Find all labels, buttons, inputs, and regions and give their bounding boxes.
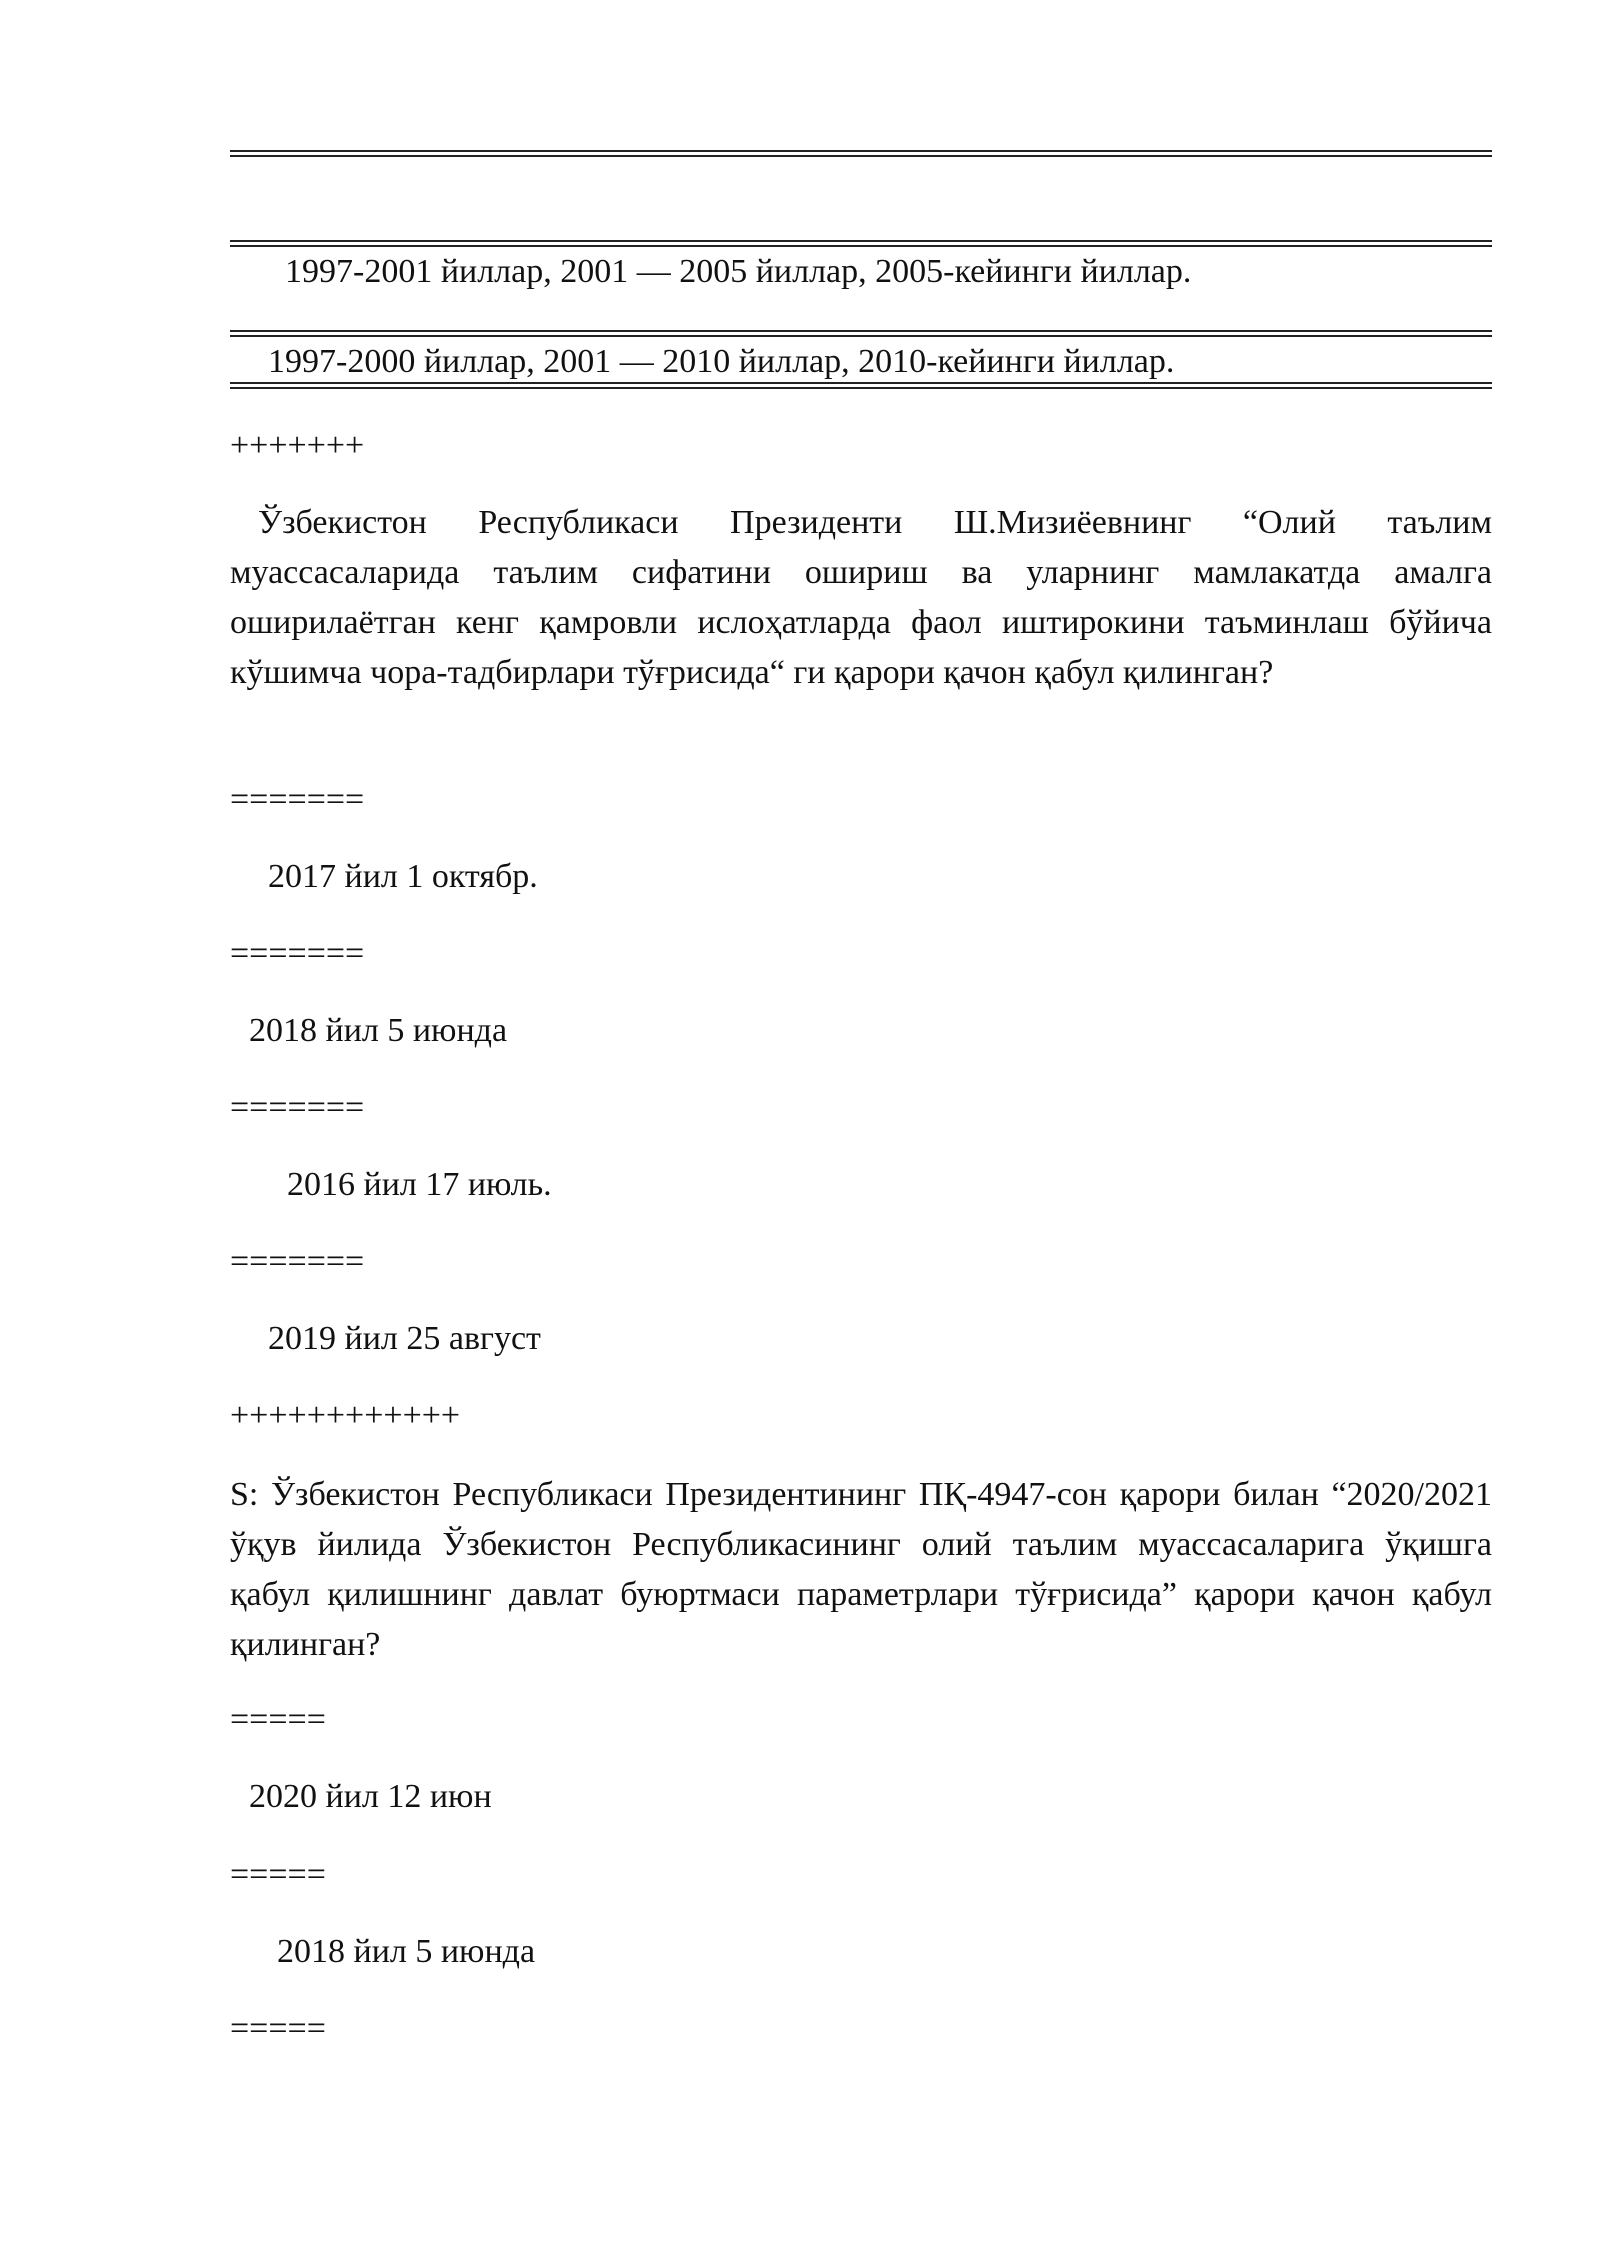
document-page	[230, 0, 1492, 2262]
answer-separator: =======	[230, 1243, 365, 1280]
answer-option: 2016 йил 17 июль.	[287, 1166, 552, 1203]
question-marker: +++++++	[230, 427, 365, 464]
answer-option: 2018 йил 5 июнда	[277, 1933, 536, 1970]
table-rule	[230, 330, 1492, 337]
answer-separator: =====	[230, 1701, 326, 1738]
table-row-text: 1997-2000 йиллар, 2001 — 2010 йиллар, 2010-кейинги йиллар.	[268, 343, 1175, 380]
answer-separator: =======	[230, 935, 365, 972]
answer-option: 2017 йил 1 октябр.	[268, 858, 538, 895]
answer-option: 2020 йил 12 июн	[249, 1778, 492, 1815]
answer-option: 2018 йил 5 июнда	[249, 1012, 508, 1049]
answer-option: 2019 йил 25 август	[268, 1320, 541, 1357]
table-rule	[230, 382, 1492, 389]
question-text: S: Ўзбекистон Республикаси Президентининг ПҚ-4947-сон қарори билан “2020/2021 ўқув йилида Ўзбекистон Республикасининг олий таълим муассасаларига ўқишга қабул қилишнинг давлат буюртмаси параметрлари тўғрисида” қарори қачон қабул қилинган?	[230, 1476, 1492, 1663]
answer-separator: =======	[230, 781, 365, 818]
answer-separator: =====	[230, 1856, 326, 1893]
table-row-text: 1997-2001 йиллар, 2001 — 2005 йиллар, 2005-кейинги йиллар.	[285, 253, 1192, 290]
question-marker: ++++++++++++	[230, 1397, 461, 1434]
question-text: Ўзбекистон Республикаси Президенти Ш.Мизиёевнинг “Олий таълим муассасаларида таълим сифатини ошириш ва уларнинг мамлакатда амалга оширилаётган кенг қамровли ислоҳатларда фаол иштирокини таъминлаш бўйича кўшимча чора-тадбирлари тўғрисида“ ги қарори қачон қабул қилинган?	[230, 504, 1492, 691]
answer-separator: =====	[230, 2010, 326, 2047]
answer-separator: =======	[230, 1089, 365, 1126]
table-rule	[230, 240, 1492, 247]
table-rule	[230, 150, 1492, 157]
